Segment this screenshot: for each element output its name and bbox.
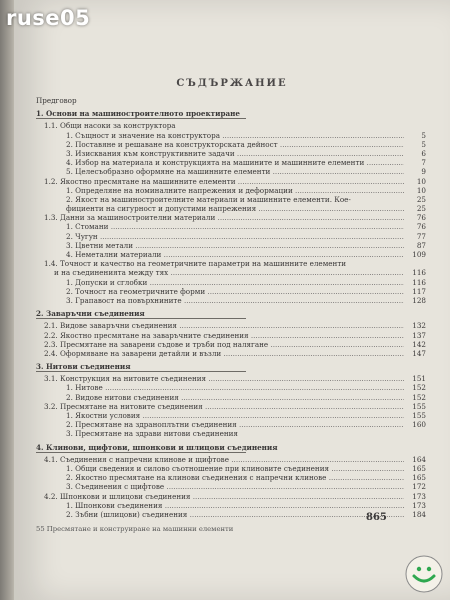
toc-entry [36,374,426,383]
toc-entry [36,259,426,268]
toc-entry-page: 137 [406,331,426,340]
toc-entry-page: 116 [406,268,426,277]
toc-entry-page: 173 [406,492,426,501]
toc-entry [36,140,426,149]
toc-entry-title: 2. Поставяне и решаване на конструкторската дейност ..... [66,140,404,149]
toc-entry-title: 1.3. Данни за машиностроителни материали ..... [44,213,404,222]
toc-entry [36,278,426,287]
book-page [14,0,450,600]
toc-entry-page: 117 [406,287,426,296]
toc-entry [36,131,426,140]
toc-entry-page: 165 [406,464,426,473]
toc-entry-title: 2. Зъбни (шлицови) съединения ..... [66,510,404,519]
toc-entry-title: 2.2. Якостно пресмятане на заваръчните съединения ..... [44,331,404,340]
toc-entry [36,232,426,241]
toc-entry-title: 1.1. Общи насоки за конструктора [44,121,176,131]
toc-entry-title: 1. Допуски и сглобки ..... [66,278,404,287]
toc-entry-page: 142 [406,340,426,349]
toc-entry-page: 5 [406,140,426,149]
toc-entry-title: 1. Същност и значение на конструктора ..... [66,131,404,140]
toc-entry [36,482,426,491]
toc-entry-title: 2. Якост на машиностроителните материали и машинните елементи. Кое- [66,194,351,204]
toc-entry [36,186,426,195]
toc-entry [36,287,426,296]
toc-entry [36,296,426,305]
table-of-contents [36,96,426,519]
toc-entry-page: 5 [406,131,426,140]
toc-entry [36,213,426,222]
toc-entry [36,349,426,358]
toc-entry-title: 2.4. Оформяване на заварени детайли и възли ..... [44,349,404,358]
toc-entry-page: 77 [406,232,426,241]
toc-entry [36,411,426,420]
toc-entry [36,177,426,186]
toc-entry-title: фициенти на сигурност и допустими напрежения ..... [66,204,404,213]
toc-entry-page: 164 [406,455,426,464]
toc-entry-page: 6 [406,149,426,158]
toc-entry-title: 1.4. Точност и качество на геометричните параметри на машинните елементи [44,259,347,269]
toc-entry [36,321,426,330]
toc-entry-page: 155 [406,411,426,420]
contents-heading: СЪДЪРЖАНИЕ [176,78,288,89]
toc-entry-title: 1. Шпонкови съединения ..... [66,501,404,510]
toc-entry-page: 7 [406,158,426,167]
toc-entry-title: 2.3. Пресмятане на заварени съдове и тръби под налягане ..... [44,340,404,349]
toc-entry-title: 3.1. Конструкция на нитовите съединения ..... [44,374,404,383]
toc-entry-page: 109 [406,250,426,259]
toc-entry-page: 10 [406,186,426,195]
toc-entry-title: 1.2. Якостно пресмятане на машинните елементи ..... [44,177,404,186]
toc-entry [36,268,426,277]
toc-entry [36,429,426,438]
toc-entry-page: 173 [406,501,426,510]
toc-entry [36,383,426,392]
chapter-underline [36,371,246,372]
chapter-underline [36,452,246,453]
toc-entry-title: 1. Стомани ..... [66,222,404,231]
chapter-underline [36,118,246,119]
toc-entry [36,149,426,158]
toc-entry-title: 3. Грапавост на повърхнините ..... [66,296,404,305]
toc-entry [36,492,426,501]
toc-entry [36,473,426,482]
toc-entry-page: 9 [406,167,426,176]
toc-entry-page: 128 [406,296,426,305]
toc-entry-title: 1. Общи сведения и силово съотношение при клиновите съединения ..... [66,464,404,473]
toc-entry-title: 1. Нитове ..... [66,383,404,392]
toc-entry-title: 3. Изисквания към конструктивните задачи ..... [66,149,404,158]
bazar-logo-icon [404,554,444,594]
toc-entry-page: 155 [406,402,426,411]
toc-entry-page: 151 [406,374,426,383]
toc-entry-page: 172 [406,482,426,491]
toc-entry-title: 3. Нитови съединения [36,362,131,372]
toc-entry-title: 4.1. Съединения с напречни клинове и щифтове ..... [44,455,404,464]
toc-entry-title: 4. Избор на материала и конструкцията на машините и машинните елементи ..... [66,158,404,167]
toc-entry-title: 2. Чугун ..... [66,232,404,241]
toc-entry-title: 4. Неметални материали ..... [66,250,404,259]
toc-entry [36,420,426,429]
toc-entry-page: 184 [406,510,426,519]
toc-entry-title: 2. Пресмятане на здраноплътни съединения ..... [66,420,404,429]
toc-entry [36,250,426,259]
page-footer: 55 Пресмятане и конструиране на машинни елементи [36,525,234,533]
toc-chapter [36,443,426,452]
toc-entry [36,96,426,105]
toc-entry [36,331,426,340]
toc-chapter [36,109,426,118]
toc-entry-title: 2. Якостно пресмятане на клинови съединения с напречни клинове ..... [66,473,404,482]
toc-chapter [36,309,426,318]
toc-entry-title: и на съединенията между тях ..... [54,268,404,277]
toc-entry [36,455,426,464]
toc-entry-page: 152 [406,393,426,402]
toc-entry [36,241,426,250]
toc-entry-page: 76 [406,213,426,222]
toc-entry [36,402,426,411]
toc-entry-page: 116 [406,278,426,287]
toc-entry-title: 3. Цветни метали ..... [66,241,404,250]
toc-entry-page: 87 [406,241,426,250]
toc-entry [36,204,426,213]
toc-entry-page: 152 [406,383,426,392]
toc-entry [36,393,426,402]
toc-entry [36,222,426,231]
toc-entry-title: 5. Целесъобразно оформяне на машинните елементи ..... [66,167,404,176]
toc-entry [36,158,426,167]
toc-entry-title: 4. Клинови, щифтови, шпонкови и шлицови съединения [36,442,278,452]
toc-entry [36,167,426,176]
toc-entry-title: 2. Заваръчни съединения [36,309,145,319]
toc-entry [36,501,426,510]
toc-chapter [36,362,426,371]
watermark-logo: ruse05 [6,6,91,30]
chapter-underline [36,318,246,319]
toc-entry-title: 3. Пресмятане на здрави нитови съединения [66,429,238,439]
toc-entry-title: 2. Точност на геометричните форми ..... [66,287,404,296]
toc-entry-title: 2. Видове нитови съединения ..... [66,393,404,402]
toc-entry-page: 25 [406,195,426,204]
toc-entry-page: 76 [406,222,426,231]
toc-entry [36,340,426,349]
toc-entry-title: 2.1. Видове заваръчни съединения ..... [44,321,404,330]
toc-entry-title: 4.2. Шпонкови и шлицови съединения ..... [44,492,404,501]
toc-entry-page: 147 [406,349,426,358]
toc-entry-title: 1. Основи на машиностроителното проектиране [36,109,240,119]
toc-entry-page: 25 [406,204,426,213]
toc-entry-page: 132 [406,321,426,330]
toc-entry [36,121,426,130]
toc-entry-page: 165 [406,473,426,482]
toc-entry-title: Предговор [36,96,77,105]
toc-entry-title: 3. Съединения с щифтове ..... [66,482,404,491]
toc-entry-title: 1. Определяне на номиналните напрежения и деформации ..... [66,186,404,195]
page-number: 865 [366,512,387,523]
toc-entry-page: 160 [406,420,426,429]
toc-entry-title: 3.2. Пресмятане на нитовите съединения ..... [44,402,404,411]
toc-entry [36,195,426,204]
toc-entry [36,464,426,473]
toc-entry-page: 10 [406,177,426,186]
toc-entry-title: 1. Якостни условия ..... [66,411,404,420]
